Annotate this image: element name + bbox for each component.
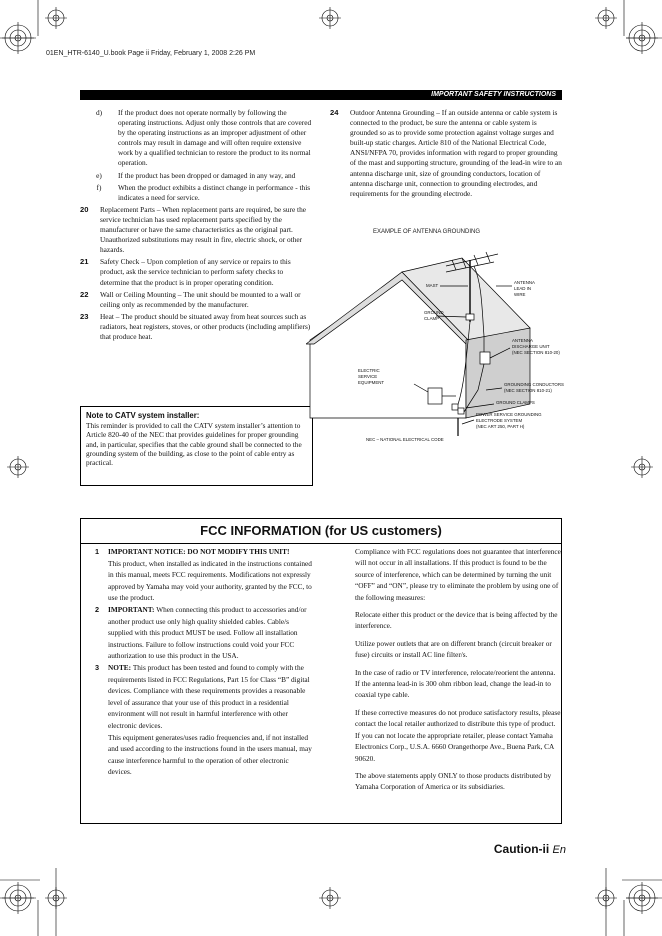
item-21 — [80, 257, 314, 287]
fcc-paragraph: If these corrective measures do not produce satisfactory results, please contact the local retailer authorized to distribute this type of product. If you can not locate the appropriate retailer, please contact Yamaha Electronics Corp., U.S.A. 6660 Orangethorpe Ave., Buena Park, CA 90620. — [355, 707, 561, 763]
item-22 — [80, 290, 314, 310]
fcc-item-number: 3 — [95, 662, 100, 672]
fcc-info-box — [80, 518, 562, 824]
label-power-service: POWER SERVICE GROUNDING — [476, 412, 542, 417]
sub-item-d — [80, 108, 314, 169]
fcc-item-3 — [95, 662, 313, 778]
sub-item-text: If the product has been dropped or damaged in any way, and — [118, 170, 296, 180]
item-number: 23 — [80, 311, 89, 321]
sub-item-e — [80, 171, 314, 181]
sub-item-text: If the product does not operate normally by following the operating instructions. Adjust only those controls that are covered by the operating instructions as an improper adjustment of other controls may result in damage and will often require extensive work by a qualified technician to restore the product to its normal operation. — [118, 108, 312, 168]
fcc-item-text: This product, when installed as indicated in the instructions contained in this manual, meets FCC requirements. Modifications not expressly approved by Yamaha may void your authority, granted by the FCC, to use the product. — [108, 558, 312, 603]
sub-item-text: When the product exhibits a distinct change in performance - this indicates a need for service. — [118, 182, 311, 202]
label-mast: MAST — [426, 283, 439, 288]
svg-text:ELECTRODE SYSTEM: ELECTRODE SYSTEM — [476, 418, 523, 423]
electric-service-box — [428, 388, 442, 404]
svg-text:LEAD IN: LEAD IN — [514, 286, 532, 291]
antenna-grounding-diagram — [306, 240, 568, 446]
svg-text:CLAMP: CLAMP — [424, 316, 440, 321]
fcc-divider — [81, 543, 561, 544]
label-antenna-lead: ANTENNA — [514, 280, 535, 285]
sub-item-label: e) — [96, 170, 102, 180]
item-20 — [80, 205, 314, 255]
fcc-paragraph: Compliance with FCC regulations does not guarantee that interference will not occur in all installations. If this product is found to be the source of interference, which can be determined by turning the unit “OFF” and “ON”, please try to eliminate the problem by using one of the following measures: — [355, 547, 561, 602]
page-footer — [494, 842, 566, 856]
catv-note-text: This reminder is provided to call the CATV system installer’s attention to Article 820-40 of the NEC that provides guidelines for proper grounding and, in particular, specifies that the cable ground shall be connected to the grounding system of the building, as close to the point of cable entry as practical. — [86, 421, 302, 468]
fcc-item-text-2: This equipment generates/uses radio frequencies and, if not installed and used according to the instructions found in the users manual, may cause interference harmful to the operation of other electronic devices. — [108, 732, 312, 777]
ground-clamps-icon — [452, 404, 458, 410]
label-discharge-unit: ANTENNA — [512, 338, 533, 343]
svg-text:(NEC ART 250, PART H): (NEC ART 250, PART H) — [476, 424, 525, 429]
item-text: Heat – The product should be situated away from heat sources such as radiators, heat registers, stoves, or other products (including amplifiers) that produce heat. — [100, 311, 311, 341]
fcc-paragraph: The above statements apply ONLY to those products distributed by Yamaha Corporation of America or its subsidiaries. — [355, 770, 552, 792]
discharge-unit-icon — [480, 352, 490, 364]
svg-text:(NEC SECTION 810-20): (NEC SECTION 810-20) — [512, 350, 560, 355]
fcc-item-lead: IMPORTANT NOTICE: DO NOT MODIFY THIS UNIT! — [108, 547, 290, 556]
ground-clamp-icon — [466, 314, 474, 320]
catv-note-box — [80, 406, 313, 486]
svg-text:EQUIPMENT: EQUIPMENT — [358, 380, 385, 385]
item-text: Outdoor Antenna Grounding – If an outside antenna or cable system is connected to the product, be sure the antenna or cable system is grounded so as to provide some protection against voltage surges and built-up static charges. Article 810 of the National Electrical Code, ANSI/NFPA 70, provides information with regard to proper grounding of the mast and supporting structure, grounding of the lead-in wire to an antenna discharge unit, size of grounding conductors, location of antenna discharge unit, connection to grounding electrodes, and requirements for the grounding electrode. — [350, 108, 562, 198]
item-number: 20 — [80, 204, 89, 214]
item-24 — [330, 108, 562, 199]
item-text: Replacement Parts – When replacement parts are required, be sure the service technician has used replacement parts specified by the manufacturer or have the same characteristics as the original part. Unauthorized substitutions may result in fire, electric shock, or other hazards. — [100, 204, 307, 255]
fcc-title: FCC INFORMATION (for US customers) — [200, 523, 442, 538]
diagram-caption: EXAMPLE OF ANTENNA GROUNDING — [373, 229, 481, 235]
label-ground-clamps: GROUND CLAMPS — [496, 400, 535, 405]
fcc-item-text: This product has been tested and found to comply with the requirements listed in FCC Regulations, Part 15 for Class “B” digital devices. Compliance with these requirements provides a reasonable level of assurance that your use of this product in a residential environment will not result in harmful interference with other electronic devices. — [108, 662, 310, 730]
fcc-paragraph: Utilize power outlets that are on different branch (circuit breaker or fuse) circuits or install AC line filter/s. — [355, 638, 552, 660]
fcc-item-2 — [95, 604, 313, 662]
file-info-line: 01EN_HTR-6140_U.book Page ii Friday, February 1, 2008 2:26 PM — [46, 50, 256, 57]
item-number: 22 — [80, 289, 89, 299]
fcc-item-number: 1 — [95, 547, 100, 556]
label-grounding-conductors: GROUNDING CONDUCTORS — [504, 382, 564, 387]
label-nec: NEC – NATIONAL ELECTRICAL CODE — [366, 437, 444, 442]
svg-text:SERVICE: SERVICE — [358, 374, 378, 379]
fcc-right-column — [355, 546, 561, 799]
item-number: 21 — [80, 257, 89, 267]
fcc-item-lead: NOTE: — [108, 662, 132, 672]
page-number: Caution-ii — [493, 842, 550, 856]
label-ground-clamp: GROUND — [424, 310, 444, 315]
fcc-item-text: When connecting this product to accessories and/or another product use only high quality shielded cables. Cable/s supplied with this product MUST be used. Follow all installation instructions. Failure to follow instructions could void your FCC authorization to use this product in the USA. — [108, 604, 307, 661]
fcc-paragraph: Relocate either this product or the device that is being affected by the interference. — [355, 610, 558, 631]
language-tag: En — [552, 844, 566, 856]
svg-text:(NEC SECTION 810-21): (NEC SECTION 810-21) — [504, 388, 552, 393]
section-banner: IMPORTANT SAFETY INSTRUCTIONS — [80, 90, 562, 100]
sub-item-label: f) — [96, 182, 102, 192]
fcc-item-lead: IMPORTANT: — [108, 604, 155, 614]
fcc-left-column — [95, 546, 313, 778]
fcc-paragraph: In the case of radio or TV interference, relocate/reorient the antenna. If the antenna lead-in is 300 ohm ribbon lead, change the lead-in to coaxial type cable. — [355, 667, 556, 700]
svg-text:DISCHARGE UNIT: DISCHARGE UNIT — [512, 344, 550, 349]
item-text: Wall or Ceiling Mounting – The unit should be mounted to a wall or ceiling only as recommended by the manufacturer. — [100, 289, 301, 309]
catv-note-title: Note to CATV system installer: — [86, 411, 200, 420]
right-column — [330, 108, 562, 201]
item-23 — [80, 312, 314, 342]
sub-item-f — [80, 183, 314, 203]
fcc-item-1 — [95, 546, 313, 604]
fcc-item-number: 2 — [95, 604, 100, 614]
item-number: 24 — [330, 108, 339, 117]
item-text: Safety Check – Upon completion of any service or repairs to this product, ask the service technician to perform safety checks to determine that the product is in proper operating condition. — [100, 257, 291, 287]
label-electric-service: ELECTRIC — [358, 368, 380, 373]
svg-text:WIRE: WIRE — [514, 292, 526, 297]
left-column — [80, 108, 314, 344]
sub-item-label: d) — [95, 108, 103, 117]
